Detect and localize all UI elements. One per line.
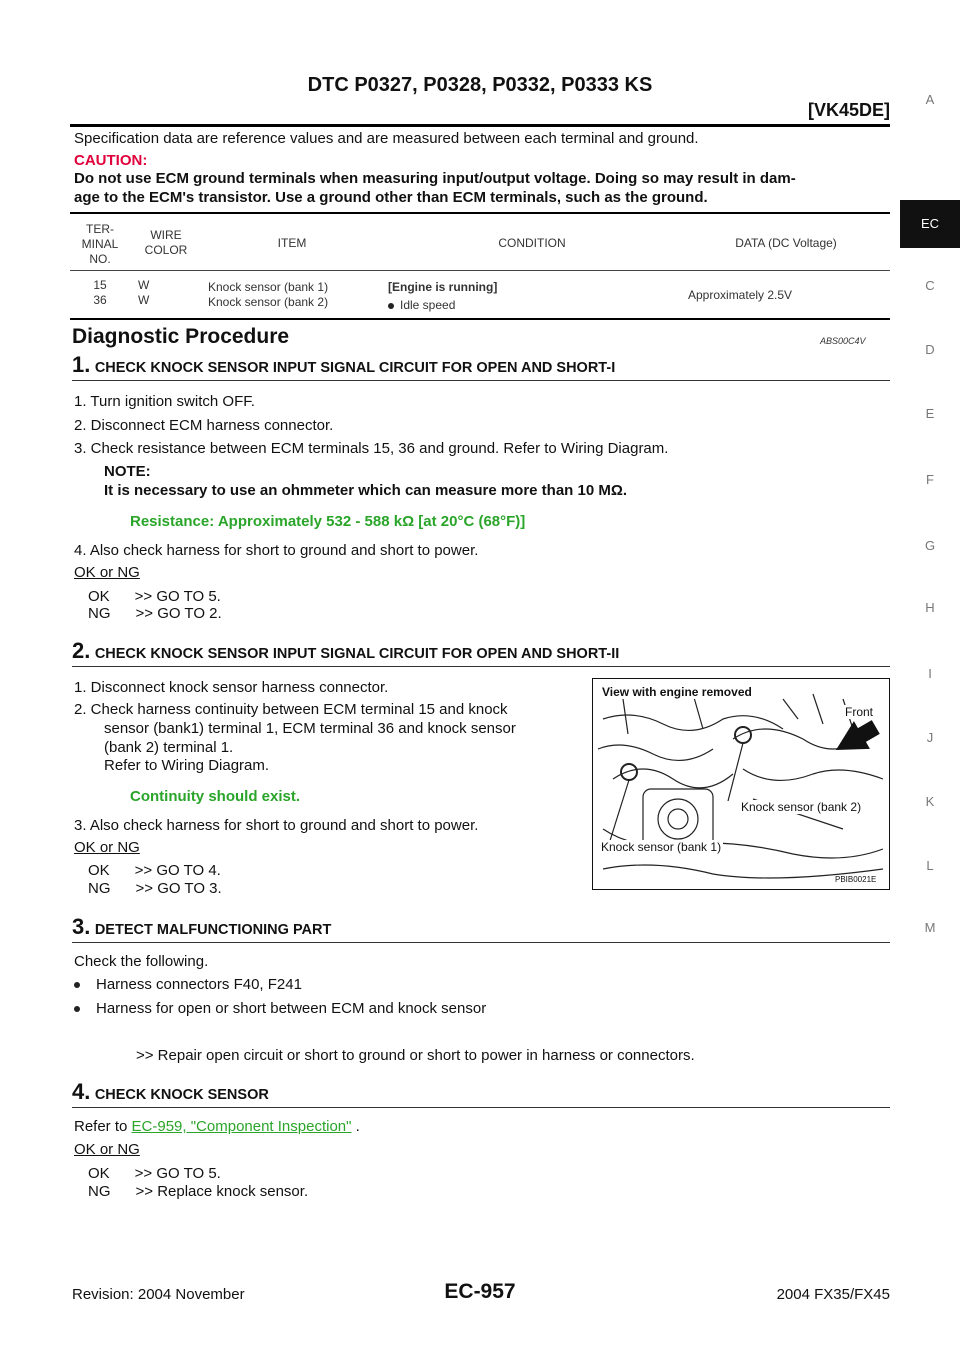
tab-g[interactable]: G xyxy=(924,538,936,553)
footer-model: 2004 FX35/FX45 xyxy=(776,1286,890,1303)
step-3-action: >> Repair open circuit or short to ground or short to power in harness or connectors. xyxy=(136,1047,695,1064)
header-terminal: TER- MINAL NO. xyxy=(81,222,119,266)
tab-i[interactable]: I xyxy=(928,666,932,681)
figure-view-label: View with engine removed xyxy=(599,685,755,699)
header-wire-color: WIRE COLOR xyxy=(144,228,188,257)
ok-result: OK >> GO TO 5. xyxy=(88,588,221,605)
header-item: ITEM xyxy=(277,236,307,250)
footer-revision: Revision: 2004 November xyxy=(72,1286,245,1303)
step-3-header: 3. DETECT MALFUNCTIONING PART xyxy=(72,914,332,939)
spec-table xyxy=(70,214,890,318)
tab-h[interactable]: H xyxy=(925,600,935,615)
tab-a[interactable]: A xyxy=(925,92,935,107)
step-4-refer: Refer to EC-959, "Component Inspection" . xyxy=(74,1118,360,1135)
figure-bank2-label: Knock sensor (bank 2) xyxy=(741,800,862,814)
section-title: Diagnostic Procedure xyxy=(72,325,290,348)
header-rule xyxy=(70,124,890,127)
ok-or-ng-label: OK or NG xyxy=(74,564,140,581)
step-3-intro: Check the following. xyxy=(74,953,209,970)
ok-result: OK >> GO TO 5. xyxy=(88,1165,221,1182)
tab-ec[interactable]: EC xyxy=(900,200,960,248)
table-header-rule xyxy=(70,270,890,271)
cell-data: Approximately 2.5V xyxy=(688,288,793,302)
cell-wire-color: W W xyxy=(138,278,150,307)
header-condition: CONDITION xyxy=(498,236,566,250)
step-4-rule xyxy=(72,1107,890,1108)
step-3-rule xyxy=(72,942,890,943)
step-1-rule xyxy=(72,380,890,381)
note-label: NOTE: xyxy=(104,463,151,480)
step-1-line-1: 1. Turn ignition switch OFF. xyxy=(74,393,255,410)
ok-or-ng-label: OK or NG xyxy=(74,839,140,856)
step-2-line-2b: sensor (bank1) terminal 1, ECM terminal 36 and knock sensor xyxy=(104,720,516,737)
tab-l[interactable]: L xyxy=(926,858,934,873)
cell-condition: [Engine is running] Idle speed xyxy=(388,280,498,312)
tab-j[interactable]: J xyxy=(926,730,934,745)
component-inspection-link[interactable]: EC-959, "Component Inspection" xyxy=(131,1118,352,1135)
step-1-line-3: 3. Check resistance between ECM terminals 15, 36 and ground. Refer to Wiring Diagram. xyxy=(74,440,669,457)
ng-result: NG >> GO TO 2. xyxy=(88,605,222,622)
page-subtitle: [VK45DE] xyxy=(807,100,890,120)
header-data: DATA (DC Voltage) xyxy=(735,236,837,250)
bullet-icon xyxy=(388,303,394,309)
intro-text: Specification data are reference values and are measured between each terminal and ground. xyxy=(74,130,699,147)
footer-page-number: EC-957 xyxy=(444,1280,516,1303)
tab-c[interactable]: C xyxy=(925,278,935,293)
step-2-line-1: 1. Disconnect knock sensor harness connector. xyxy=(74,679,389,696)
step-3-bullet-2: Harness for open or short between ECM and knock sensor xyxy=(74,1000,486,1017)
page-title: DTC P0327, P0328, P0332, P0333 KS xyxy=(307,74,653,96)
resistance-spec: Resistance: Approximately 532 - 588 kΩ [at 20°C (68°F)] xyxy=(130,513,526,530)
tab-e[interactable]: E xyxy=(925,406,935,421)
tab-m[interactable]: M xyxy=(924,920,936,935)
tab-d[interactable]: D xyxy=(925,342,935,357)
step-2-line-2c: (bank 2) terminal 1. xyxy=(104,739,234,756)
bullet-icon xyxy=(74,982,80,988)
ok-or-ng-label: OK or NG xyxy=(74,1141,140,1158)
step-1-header: 1. CHECK KNOCK SENSOR INPUT SIGNAL CIRCUIT FOR OPEN AND SHORT-I xyxy=(72,352,616,377)
cell-terminal: 15 36 xyxy=(93,278,107,307)
figure-bank1-label: Knock sensor (bank 1) xyxy=(601,840,722,854)
knock-sensor-figure xyxy=(592,678,890,890)
tab-f[interactable]: F xyxy=(926,472,934,487)
step-4-header: 4. CHECK KNOCK SENSOR xyxy=(72,1079,269,1104)
step-2-rule xyxy=(72,666,890,667)
table-bottom-rule xyxy=(70,318,890,320)
step-2-line-3: 3. Also check harness for short to ground and short to power. xyxy=(74,817,479,834)
cell-item: Knock sensor (bank 1) Knock sensor (bank 2) xyxy=(208,280,329,309)
figure-code: PBIB0021E xyxy=(835,875,877,884)
bullet-icon xyxy=(74,1006,80,1012)
figure-front-label: Front xyxy=(845,705,874,719)
note-text: It is necessary to use an ohmmeter which can measure more than 10 MΩ. xyxy=(104,482,628,499)
tab-k[interactable]: K xyxy=(925,794,935,809)
caution-line-2: age to the ECM's transistor. Use a ground other than ECM terminals, such as the ground. xyxy=(74,189,708,206)
step-1-line-4: 4. Also check harness for short to ground and short to power. xyxy=(74,542,479,559)
step-2-line-2a: 2. Check harness continuity between ECM terminal 15 and knock xyxy=(74,701,508,718)
section-code: ABS00C4V xyxy=(820,336,866,346)
ok-result: OK >> GO TO 4. xyxy=(88,862,221,879)
continuity-spec: Continuity should exist. xyxy=(130,788,301,805)
ng-result: NG >> GO TO 3. xyxy=(88,880,222,897)
step-2-header: 2. CHECK KNOCK SENSOR INPUT SIGNAL CIRCUIT FOR OPEN AND SHORT-II xyxy=(72,638,620,663)
ng-result: NG >> Replace knock sensor. xyxy=(88,1183,309,1200)
section-tabs xyxy=(900,0,960,1358)
caution-line-1: Do not use ECM ground terminals when measuring input/output voltage. Doing so may result in dam- xyxy=(74,170,796,187)
step-1-line-2: 2. Disconnect ECM harness connector. xyxy=(74,417,334,434)
step-2-line-2d: Refer to Wiring Diagram. xyxy=(104,757,270,774)
step-3-bullet-1: Harness connectors F40, F241 xyxy=(74,976,302,993)
caution-label: CAUTION: xyxy=(74,152,148,169)
